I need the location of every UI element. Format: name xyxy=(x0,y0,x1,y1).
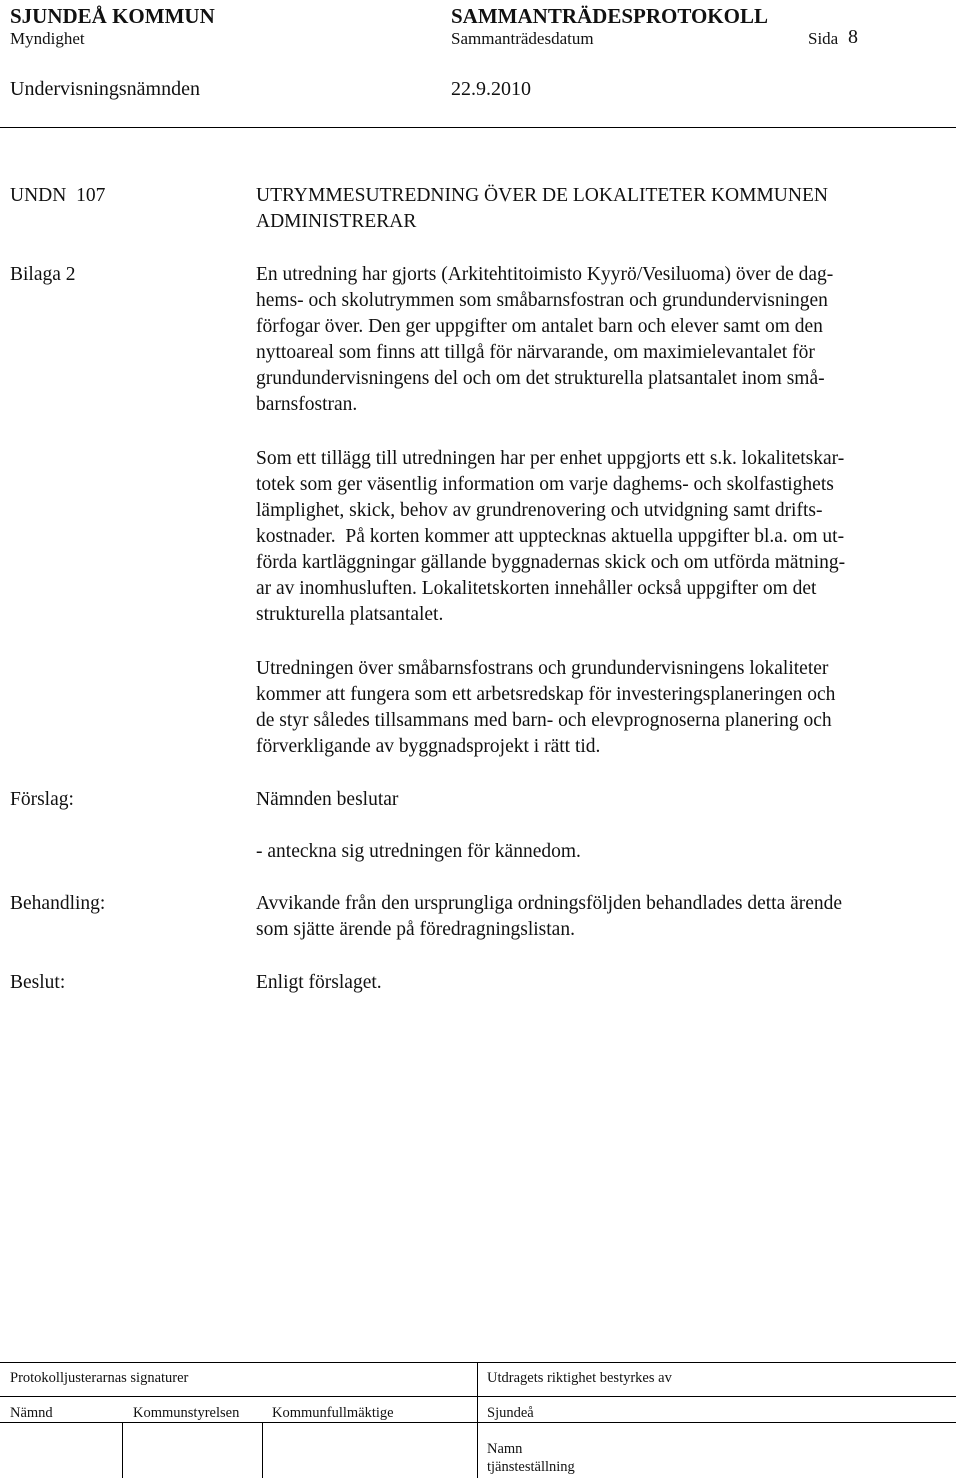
paragraph-line: förda kartläggningar gällande byggnadernas skick och om utförda mätning- xyxy=(256,552,846,573)
header-divider xyxy=(0,127,956,128)
committee-name: Undervisningsnämnden xyxy=(10,78,200,100)
footer-col-namnd: Nämnd xyxy=(10,1405,53,1421)
authority-label: Myndighet xyxy=(10,29,85,48)
handling-text xyxy=(256,891,946,943)
paragraph-line: ar av inomhusluften. Lokalitetskorten innehåller också uppgifter om det xyxy=(256,578,817,599)
paragraph-line: En utredning har gjorts (Arkitehtitoimisto Kyyrö/Vesiluoma) över de dag- xyxy=(256,264,834,285)
footer-divider xyxy=(262,1422,263,1478)
footer-col-kommunfullmaktige: Kommunfullmäktige xyxy=(272,1405,394,1421)
footer-middle-rule xyxy=(0,1396,956,1397)
attachment-label: Bilaga 2 xyxy=(10,264,76,285)
item-title xyxy=(256,183,946,235)
paragraph-line: totek som ger väsentlig information om varje daghems- och skolfastighets xyxy=(256,474,834,495)
paragraph-line: nyttoareal som finns att tillgå för närvarande, om maximielevantalet för xyxy=(256,342,815,363)
meeting-date-label: Sammanträdesdatum xyxy=(451,29,594,48)
paragraph-line: Som ett tillägg till utredningen har per enhet uppgjorts ett s.k. lokalitetskar- xyxy=(256,448,845,469)
footer-bottom-rule xyxy=(0,1422,956,1423)
paragraph xyxy=(256,656,946,760)
footer-place: Sjundeå xyxy=(487,1405,534,1421)
paragraph-line: strukturella platsantalet. xyxy=(256,604,444,625)
page-label: Sida xyxy=(808,29,839,48)
paragraph-line: förfogar över. Den ger uppgifter om antalet barn och elever samt om den xyxy=(256,316,823,337)
paragraph-line: Utredningen över småbarnsfostrans och grundundervisningens lokaliteter xyxy=(256,658,829,679)
footer-divider xyxy=(477,1362,478,1478)
meeting-date: 22.9.2010 xyxy=(451,78,531,100)
paragraph-line: kostnader. På korten kommer att upptecknas aktuella uppgifter bl.a. om ut- xyxy=(256,526,845,547)
footer-title-label: tjänsteställning xyxy=(487,1459,575,1475)
proposal-label: Förslag: xyxy=(10,789,74,810)
decision-text: Enligt förslaget. xyxy=(256,972,382,993)
handling-line: Avvikande från den ursprungliga ordningsföljden behandlades detta ärende xyxy=(256,893,843,914)
handling-line: som sjätte ärende på föredragningslistan. xyxy=(256,919,575,940)
handling-label: Behandling: xyxy=(10,893,106,914)
certification-label: Utdragets riktighet bestyrkes av xyxy=(487,1370,672,1386)
paragraph-line: lämplighet, skick, behov av grundrenovering och utvidgning samt drifts- xyxy=(256,500,823,521)
paragraph-line: förverkligande av byggnadsprojekt i rätt tid. xyxy=(256,736,601,757)
paragraph-line: hems- och skolutrymmen som småbarnsfostran och grundundervisningen xyxy=(256,290,828,311)
org-name: SJUNDEÅ KOMMUN xyxy=(10,4,215,28)
item-title-line: UTRYMMESUTREDNING ÖVER DE LOKALITETER KOMMUNEN xyxy=(256,185,828,206)
paragraph-line: kommer att fungera som ett arbetsredskap för investeringsplaneringen och xyxy=(256,684,836,705)
document-type: SAMMANTRÄDESPROTOKOLL xyxy=(451,4,768,28)
paragraph xyxy=(256,262,946,418)
page-number: 8 xyxy=(848,26,858,48)
footer-divider xyxy=(122,1422,123,1478)
proposal-text: Nämnden beslutar xyxy=(256,789,399,810)
item-title-line: ADMINISTRERAR xyxy=(256,211,417,232)
signatures-label: Protokolljusterarnas signaturer xyxy=(10,1370,189,1386)
decision-label: Beslut: xyxy=(10,972,66,993)
paragraph-line: barnsfostran. xyxy=(256,394,358,415)
footer-col-kommunstyrelsen: Kommunstyrelsen xyxy=(133,1405,240,1421)
item-number: UNDN 107 xyxy=(10,185,106,206)
paragraph xyxy=(256,446,946,628)
proposal-item: - anteckna sig utredningen för kännedom. xyxy=(256,841,581,862)
paragraph-line: de styr således tillsammans med barn- och elevprognoserna planering och xyxy=(256,710,832,731)
paragraph-line: grundundervisningens del och om det strukturella platsantalet inom små- xyxy=(256,368,825,389)
footer-top-rule xyxy=(0,1362,956,1363)
footer-name-label: Namn xyxy=(487,1441,523,1457)
